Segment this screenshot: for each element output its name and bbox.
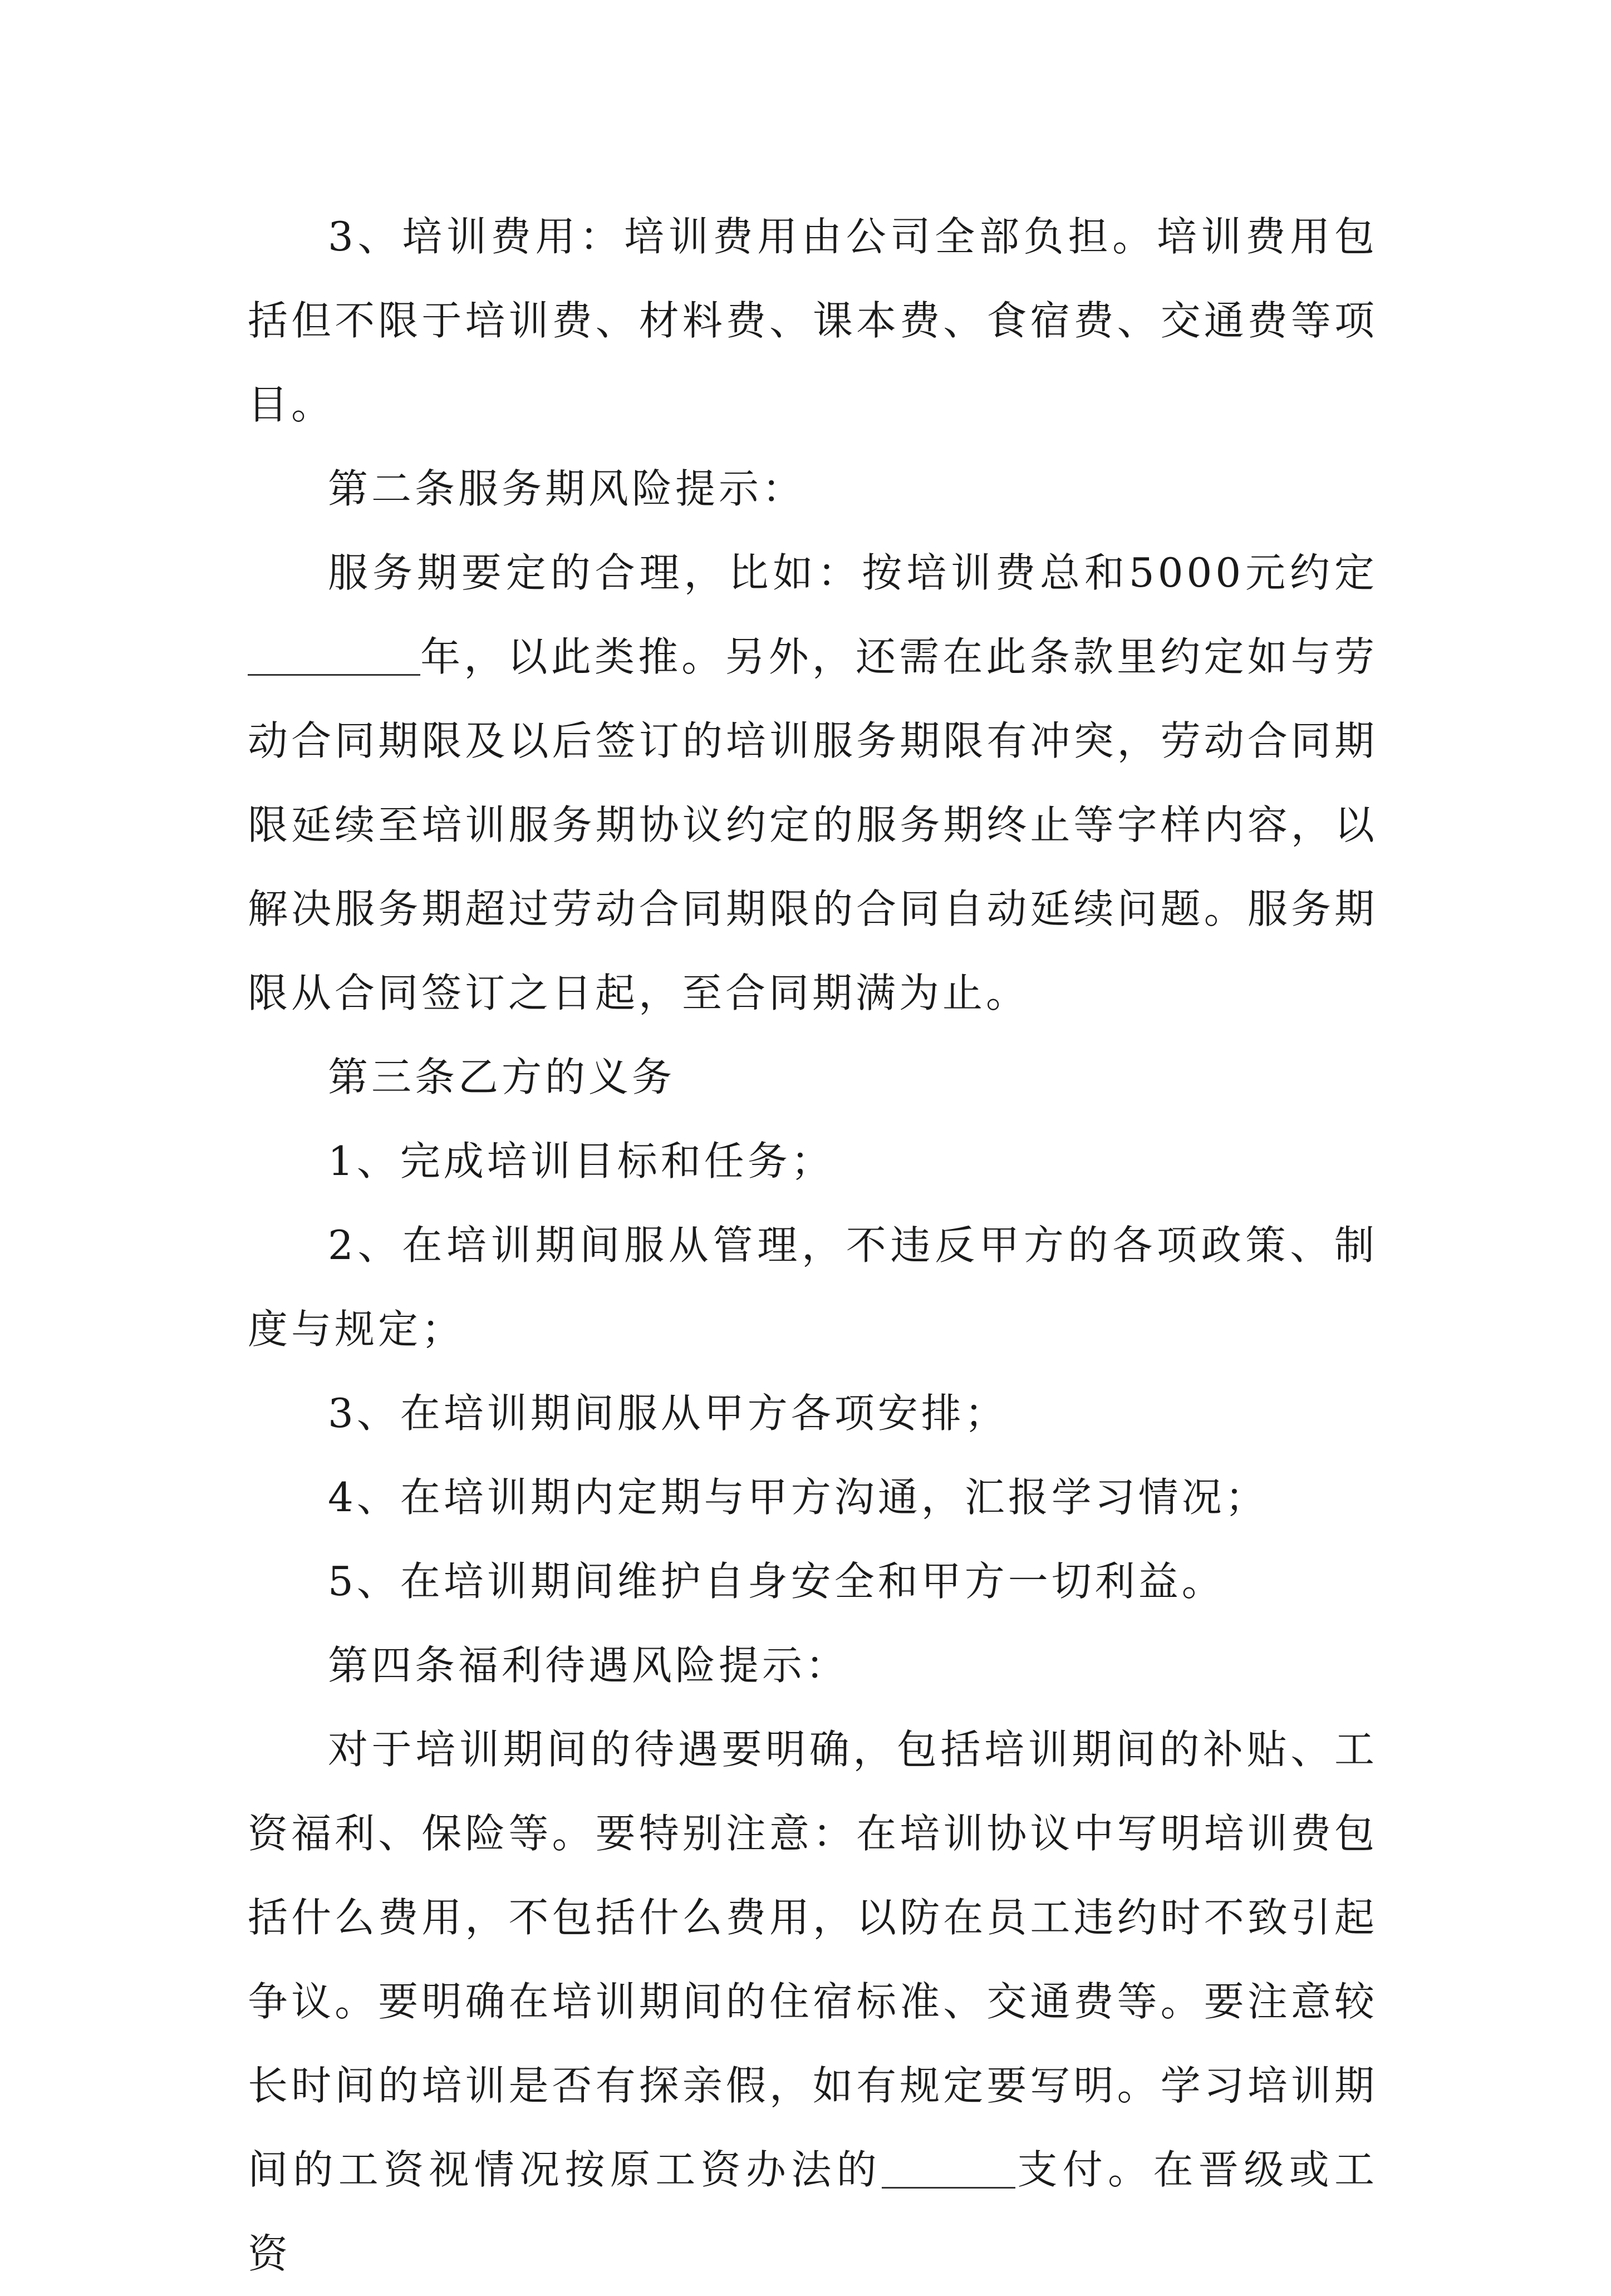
heading-article-4: 第四条福利待遇风险提示： xyxy=(328,1642,849,1689)
document-body xyxy=(248,195,1378,2296)
obligation-item-5: 5、在培训期间维护自身安全和甲方一切利益。 xyxy=(328,1558,1225,1605)
fill-blank-years xyxy=(248,636,420,675)
fill-blank-wage xyxy=(882,2148,1015,2188)
paragraph-benefits xyxy=(248,1708,1378,2296)
service-period-text-1: 服务期要定的合理，比如：按培训费总和5000元约定 xyxy=(328,549,1378,596)
paragraph-training-costs: 3、培训费用：培训费用由公司全部负担。培训费用包括但不限于培训费、材料费、课本费、食宿费、交通费等项目。 xyxy=(248,213,1378,428)
obligation-item-3: 3、在培训期间服从甲方各项安排； xyxy=(328,1390,1008,1437)
heading-article-3: 第三条乙方的义务 xyxy=(328,1054,676,1100)
obligation-item-1: 1、完成培训目标和任务； xyxy=(328,1138,834,1184)
heading-article-2: 第二条服务期风险提示： xyxy=(328,465,806,512)
paragraph-service-period xyxy=(248,531,1378,1035)
obligation-item-2: 2、在培训期间服从管理，不违反甲方的各项政策、制度与规定； xyxy=(248,1222,1378,1353)
obligation-item-4: 4、在培训期内定期与甲方沟通，汇报学习情况； xyxy=(328,1474,1269,1521)
benefits-text-1: 对于培训期间的待遇要明确，包括培训期间的补贴、工资福利、保险等。要特别注意：在培训协议中写明培训费包括什么费用，不包括什么费用，以防在员工违约时不致引起争议。要明确在培训期间的住宿标准、交通费等。要注意较长时间的培训是否有探亲假，如有规定要写明。学习培训期间的工资视情况按原工资办法的 xyxy=(248,1726,1378,2193)
benefits-text-2: 支付。在晋级或工资 xyxy=(248,2146,1378,2277)
service-period-text-2: 年，以此类推。另外，还需在此条款里约定如与劳动合同期限及以后签订的培训服务期限有冲突，劳动合同期限延续至培训服务期协议约定的服务期终止等字样内容，以解决服务期超过劳动合同期限的合同自动延续问题。服务期限从合同签订之日起，至合同期满为止。 xyxy=(248,633,1378,1016)
